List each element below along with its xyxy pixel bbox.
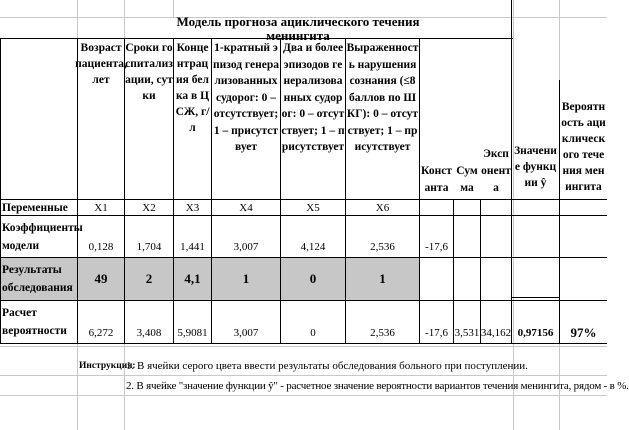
calc-x4: 3,007 [233, 327, 259, 339]
calc-sum: 3,531 [454, 327, 480, 339]
input-x1[interactable]: 49 [94, 271, 108, 286]
coef-x6: 2,536 [370, 241, 395, 253]
var-x2: X2 [142, 201, 156, 214]
var-x6: X6 [375, 201, 390, 214]
calc-x1: 6,272 [88, 327, 114, 339]
input-x3[interactable]: 4,1 [184, 271, 201, 286]
header-x1: Возраст пациента, лет [75, 42, 127, 86]
instructions-line-1: 1. В ячейки серого цвета ввести результаты обследования больного при поступлении. [126, 360, 528, 372]
header-x5: Два и более эпизодов генерализованных судорог: 0 – отсутствует; 1 – присутствует [281, 42, 345, 153]
calc-x2: 3,408 [136, 327, 162, 339]
header-x6: Выраженность нарушения сознания (≤8 баллов по ШКГ): 0 – отсутствует; 1 – присутствует [346, 42, 419, 153]
calc-function-value: 0,97156 [517, 327, 554, 339]
header-constant: Константа [421, 165, 452, 194]
calc-x5: 0 [310, 327, 316, 339]
instructions-label: Инструкция: [79, 361, 136, 371]
calc-x6: 2,536 [370, 327, 395, 339]
input-x6[interactable]: 1 [379, 271, 386, 286]
var-x3: X3 [185, 201, 200, 214]
header-x4: 1-кратный эпизод генерализованных судорог: 0 – отсутствует; 1 – присутствует [213, 42, 279, 153]
calc-x3: 5,9081 [177, 327, 208, 339]
input-x4[interactable]: 1 [242, 271, 250, 286]
calc-probability-percent: 97% [570, 325, 597, 340]
var-x1: X1 [94, 201, 108, 214]
instructions-line-2: 2. В ячейке "значение функции ŷ" - расчетное значение вероятности вариантов течения менингита, рядом - в %. [126, 380, 629, 392]
coef-x2: 1,704 [136, 241, 162, 253]
coef-constant: -17,6 [425, 241, 448, 253]
input-x2[interactable]: 2 [145, 271, 153, 286]
header-probability: Вероятность ациклического течения менингита [561, 101, 606, 193]
input-x5[interactable]: 0 [309, 271, 317, 286]
table-title: Модель прогноза ациклического течения менингита [176, 13, 420, 43]
var-x5: X5 [306, 201, 320, 214]
coef-x5: 4,124 [300, 241, 326, 253]
header-sum: Сумма [456, 165, 478, 194]
row-label-results: Результаты обследования [2, 264, 73, 294]
row-label-variables: Переменные [2, 201, 68, 214]
var-x4: X4 [239, 201, 253, 214]
header-x3: Концентрация белка в ЦСЖ, г/л [175, 42, 210, 134]
coef-x4: 3,007 [233, 241, 259, 253]
calc-constant: -17,6 [425, 327, 448, 339]
header-exponent: Экспонента [481, 148, 511, 194]
coef-x3: 1,441 [180, 241, 205, 253]
coef-x1: 0,128 [88, 241, 114, 253]
header-x2: Сроки госпитализации, сутки [125, 42, 173, 102]
calc-exponent: 34,162 [480, 327, 512, 339]
header-function-value: Значение функции ŷ [514, 145, 557, 189]
row-label-coefficients: Коэффициенты модели [2, 221, 83, 252]
row-label-calc: Расчет вероятности [2, 307, 67, 337]
